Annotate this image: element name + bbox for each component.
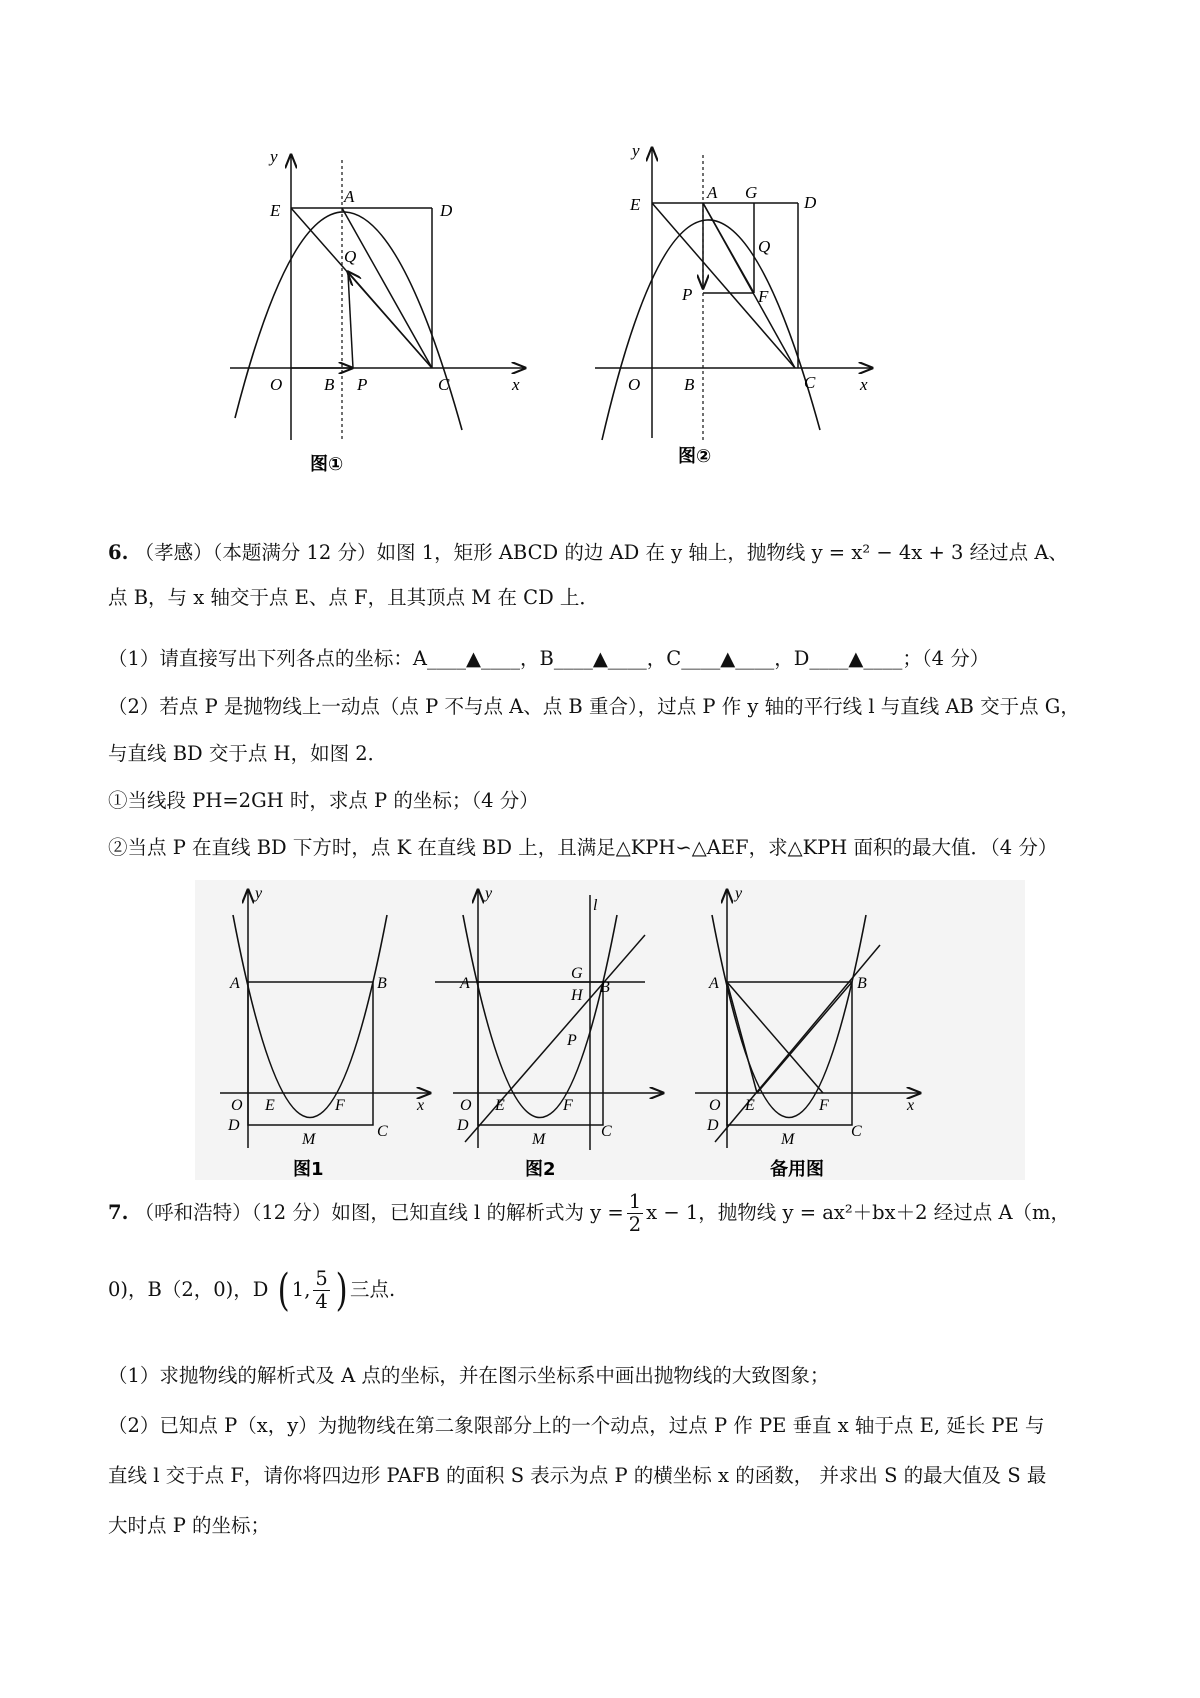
m1-M: M — [302, 1131, 316, 1148]
q6-line1 — [108, 540, 1068, 566]
fig2-label-y: y — [632, 141, 640, 160]
m3-M: M — [781, 1131, 795, 1148]
m2-G: G — [571, 965, 583, 982]
q7-frac2-num: 5 — [315, 1267, 328, 1290]
m1-D: D — [228, 1117, 240, 1134]
m3-caption: 备用图 — [770, 1159, 824, 1180]
fig2-label-A: A — [707, 183, 718, 202]
m2-P: P — [567, 1032, 577, 1049]
q7-frac-five-fourths — [313, 1268, 329, 1313]
m1-x: x — [417, 1097, 425, 1114]
m1-B: B — [377, 975, 387, 992]
m2-D: D — [457, 1117, 469, 1134]
q7-line5: 直线 l 交于点 F，请你将四边形 PAFB 的面积 S 表示为点 P 的横坐标 x 的函数， 并求出 S 的最大值及 S 最 — [108, 1464, 1047, 1487]
fig2-label-O: O — [628, 375, 641, 394]
m2-F: F — [563, 1097, 573, 1114]
fig2-label-F: F — [758, 287, 769, 306]
m2-H: H — [571, 987, 583, 1004]
fig2-label-B: B — [684, 375, 695, 394]
m1-C: C — [377, 1123, 388, 1140]
fig1-caption: 图① — [310, 454, 344, 475]
m3-E: E — [745, 1097, 755, 1114]
m2-caption: 图2 — [525, 1159, 556, 1180]
m3-y: y — [735, 885, 743, 902]
fig2-label-C: C — [804, 373, 816, 392]
m3-B: B — [857, 975, 867, 992]
q7-line1-a: （呼和浩特）（12 分）如图，已知直线 l 的解析式为 y = — [134, 1201, 624, 1224]
m2-l: l — [593, 897, 598, 914]
fig1-label-C: C — [438, 375, 450, 394]
fig1-label-y: y — [270, 150, 278, 166]
q7-line3: （1）求抛物线的解析式及 A 点的坐标，并在图示坐标系中画出抛物线的大致图象； — [108, 1364, 830, 1387]
q7-d-x: 1, — [291, 1278, 311, 1301]
mid-figures — [195, 880, 1025, 1180]
q6-line1-text: （孝感）（本题满分 12 分）如图 1，矩形 ABCD 的边 AD 在 y 轴上，抛物线 y = x² − 4x + 3 经过点 A、 — [134, 541, 1068, 564]
m2-B: B — [600, 979, 610, 996]
q7-number: 7. — [108, 1201, 129, 1224]
fig2-label-Q: Q — [758, 237, 771, 256]
fig1-label-A: A — [344, 187, 355, 206]
mid-fig1 — [220, 885, 430, 1180]
m3-O: O — [709, 1097, 721, 1114]
m2-O: O — [460, 1097, 472, 1114]
right-paren: ) — [335, 1264, 348, 1316]
q6-line3: （1）请直接写出下列各点的坐标：A____▲____，B____▲____，C____▲____，D____▲____；（4 分） — [108, 647, 990, 670]
q7-line2-a: 0)，B（2，0)，D — [108, 1278, 269, 1301]
fig2-label-G: G — [745, 183, 758, 202]
fig1-label-Q: Q — [344, 247, 357, 266]
m1-y: y — [255, 885, 263, 902]
m2-E: E — [495, 1097, 505, 1114]
m2-M: M — [532, 1131, 546, 1148]
fig2-caption: 图② — [678, 446, 712, 467]
q7-line1 — [108, 1188, 1070, 1238]
m3-A: A — [709, 975, 719, 992]
q6-line7: ②当点 P 在直线 BD 下方时，点 K 在直线 BD 上，且满足△KPH∽△AEF，求△KPH 面积的最大值．（4 分） — [108, 836, 1058, 859]
m1-caption: 图1 — [293, 1159, 324, 1180]
q7-line6: 大时点 P 的坐标； — [108, 1514, 271, 1537]
q7-line2 — [108, 1265, 395, 1315]
fig2-label-x: x — [860, 375, 868, 394]
fig1-label-D: D — [440, 201, 453, 220]
q7-frac-half — [627, 1191, 643, 1236]
m1-O: O — [231, 1097, 243, 1114]
q7-line1-b: x − 1，抛物线 y = ax²＋bx＋2 经过点 A（m， — [646, 1201, 1071, 1224]
m2-C: C — [601, 1123, 612, 1140]
q7-frac2-den: 4 — [315, 1290, 328, 1313]
m2-A: A — [460, 975, 470, 992]
m3-F: F — [819, 1097, 829, 1114]
q7-frac1-num: 1 — [628, 1190, 642, 1213]
q7-line4: （2）已知点 P（x，y）为抛物线在第二象限部分上的一个动点，过点 P 作 PE 垂直 x 轴于点 E, 延长 PE 与 — [108, 1414, 1045, 1437]
m3-D: D — [707, 1117, 719, 1134]
fig2-label-D: D — [804, 193, 817, 212]
q7-frac1-den: 2 — [628, 1213, 642, 1236]
fig2-label-P: P — [682, 285, 693, 304]
m2-y: y — [485, 885, 493, 902]
fig1-label-x: x — [512, 375, 520, 394]
fig1-label-P: P — [357, 375, 368, 394]
q7-line2-b: 三点. — [349, 1278, 396, 1301]
fig2-label-E: E — [630, 195, 641, 214]
mid-fig3 — [695, 885, 920, 1180]
m1-E: E — [265, 1097, 275, 1114]
left-paren: ( — [277, 1264, 290, 1316]
q6-line5: 与直线 BD 交于点 H，如图 2． — [108, 742, 388, 765]
top-figure-1 — [220, 150, 560, 520]
q6-line6: ①当线段 PH=2GH 时，求点 P 的坐标；（4 分） — [108, 789, 539, 812]
m3-x: x — [907, 1097, 915, 1114]
q6-number: 6. — [108, 541, 129, 564]
q6-line2: 点 B，与 x 轴交于点 E、点 F，且其顶点 M 在 CD 上． — [108, 586, 599, 609]
mid-fig2 — [435, 885, 663, 1180]
top-figure-2 — [590, 140, 910, 510]
fig1-label-O: O — [270, 375, 283, 394]
m3-C: C — [851, 1123, 862, 1140]
m1-A: A — [230, 975, 240, 992]
fig1-label-B: B — [324, 375, 335, 394]
q6-line4: （2）若点 P 是抛物线上一动点（点 P 不与点 A、点 B 重合），过点 P 作 y 轴的平行线 l 与直线 AB 交于点 G， — [108, 695, 1080, 718]
m1-F: F — [335, 1097, 345, 1114]
fig1-label-E: E — [270, 201, 281, 220]
